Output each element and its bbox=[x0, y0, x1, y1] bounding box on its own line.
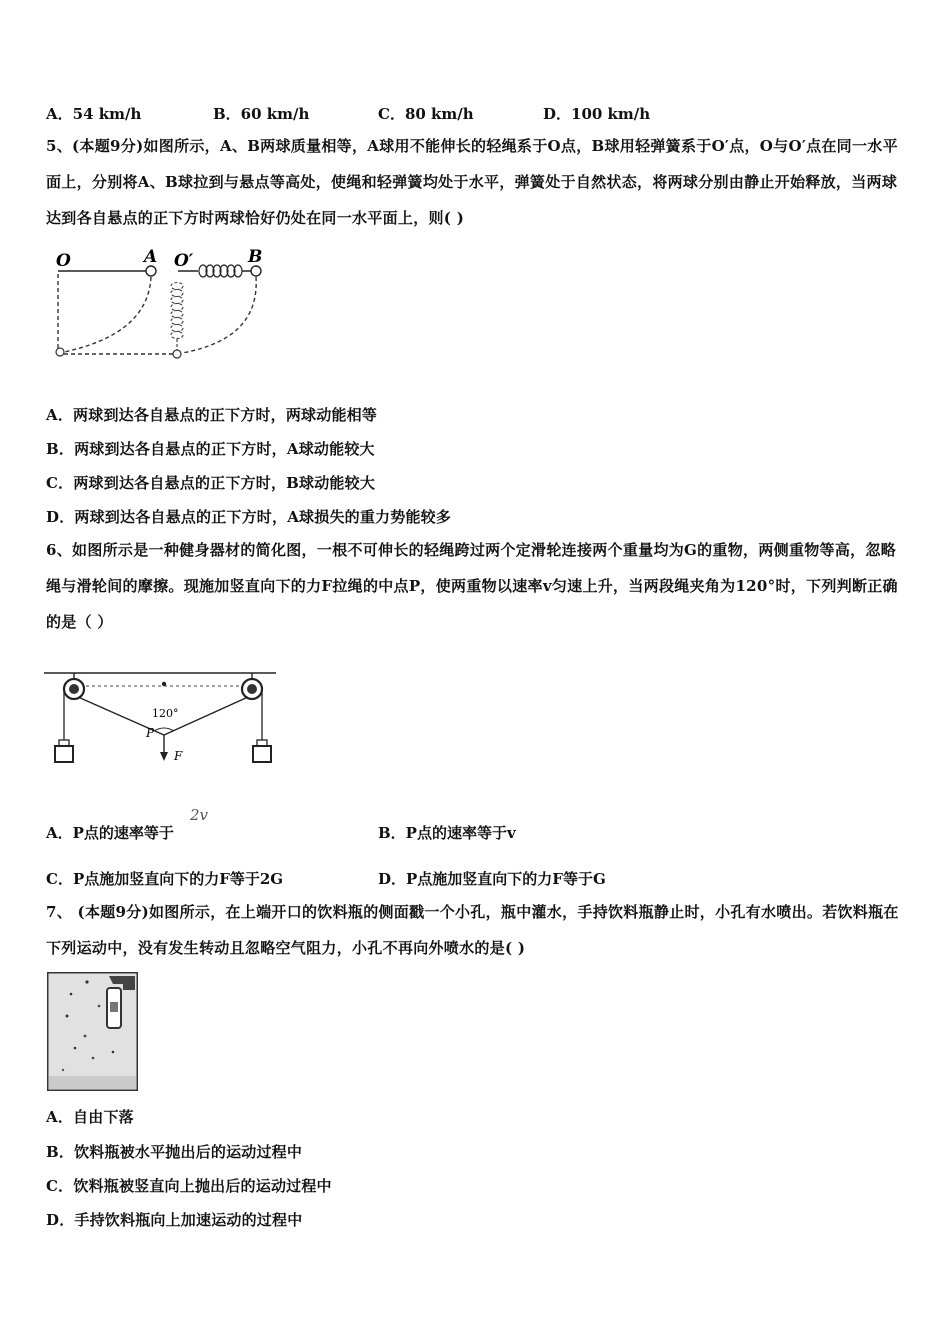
q5-figure bbox=[48, 244, 278, 366]
q4-option-d: D．100 km/h bbox=[543, 105, 651, 123]
q5-label-o-prime: O′ bbox=[174, 251, 194, 271]
q5-label-b: B bbox=[248, 247, 263, 267]
q5-ball-a bbox=[146, 266, 156, 276]
q6-option-c: C．P点施加竖直向下的力F等于2G bbox=[46, 870, 284, 888]
q5-stem: 5、(本题9分)如图所示，A、B两球质量相等，A球用不能伸长的轻绳系于O点，B球用轻弹簧系于O′点，O与O′点在同一水平面上，分别将A、B球拉到与悬点等高处，使绳和轻弹簧均处于水平，弹簧处于自然状态，将两球分别由静止开始释放，当两球达到各自悬点的正下方时两球恰好仍处在同一水平面上，则( ) bbox=[46, 137, 898, 227]
q6-angle-label: 120° bbox=[152, 707, 179, 720]
q7-option-b: B．饮料瓶被水平抛出后的运动过程中 bbox=[46, 1143, 303, 1161]
q7-option-c: C．饮料瓶被竖直向上抛出后的运动过程中 bbox=[46, 1177, 332, 1195]
q6-weight-right bbox=[253, 746, 271, 762]
q6-stem: 6、如图所示是一种健身器材的简化图，一根不可伸长的轻绳跨过两个定滑轮连接两个重量均为G的重物，两侧重物等高，忽略绳与滑轮间的摩擦。现施加竖直向下的力F拉绳的中点P，使两重物以速率v匀速上升，当两段绳夹角为120°时，下列判断正确的是（ ） bbox=[46, 541, 898, 631]
q5-spring-horizontal bbox=[199, 265, 242, 277]
q6-option-b: B．P点的速率等于v bbox=[378, 824, 516, 842]
q4-option-c: C．80 km/h bbox=[378, 105, 474, 123]
q6-option-a: A．P点的速率等于 bbox=[46, 824, 174, 842]
q5-option-d: D．两球到达各自悬点的正下方时，A球损失的重力势能较多 bbox=[46, 508, 452, 526]
q6-figure bbox=[44, 664, 280, 774]
q6-option-d: D．P点施加竖直向下的力F等于G bbox=[378, 870, 606, 888]
q6-weight-left bbox=[55, 746, 73, 762]
q5-label-a: A bbox=[144, 247, 158, 267]
q7-stem: 7、 (本题9分)如图所示，在上端开口的饮料瓶的侧面戳一个小孔，瓶中灌水，手持饮料瓶静止时，小孔有水喷出。若饮料瓶在下列运动中，没有发生转动且忽略空气阻力，小孔不再向外喷水的是( ) bbox=[46, 903, 899, 957]
q5-option-c: C．两球到达各自悬点的正下方时，B球动能较大 bbox=[46, 474, 376, 492]
q5-ball-b bbox=[251, 266, 261, 276]
q5-label-o: O bbox=[56, 251, 71, 271]
q5-option-b: B．两球到达各自悬点的正下方时，A球动能较大 bbox=[46, 440, 375, 458]
q4-option-a: A．54 km/h bbox=[46, 105, 142, 123]
q6-label-f: F bbox=[174, 749, 183, 763]
q5-option-a: A．两球到达各自悬点的正下方时，两球动能相等 bbox=[46, 406, 378, 424]
q4-option-b: B．60 km/h bbox=[213, 105, 310, 123]
q6-option-a-expr: 2v bbox=[190, 806, 209, 824]
q6-label-p: P bbox=[146, 726, 155, 740]
q7-option-a: A．自由下落 bbox=[46, 1108, 134, 1126]
q5-spring-vertical bbox=[171, 283, 183, 339]
q7-option-d: D．手持饮料瓶向上加速运动的过程中 bbox=[46, 1211, 303, 1229]
q6-force-arrow bbox=[160, 752, 168, 761]
q7-photo bbox=[47, 972, 138, 1091]
